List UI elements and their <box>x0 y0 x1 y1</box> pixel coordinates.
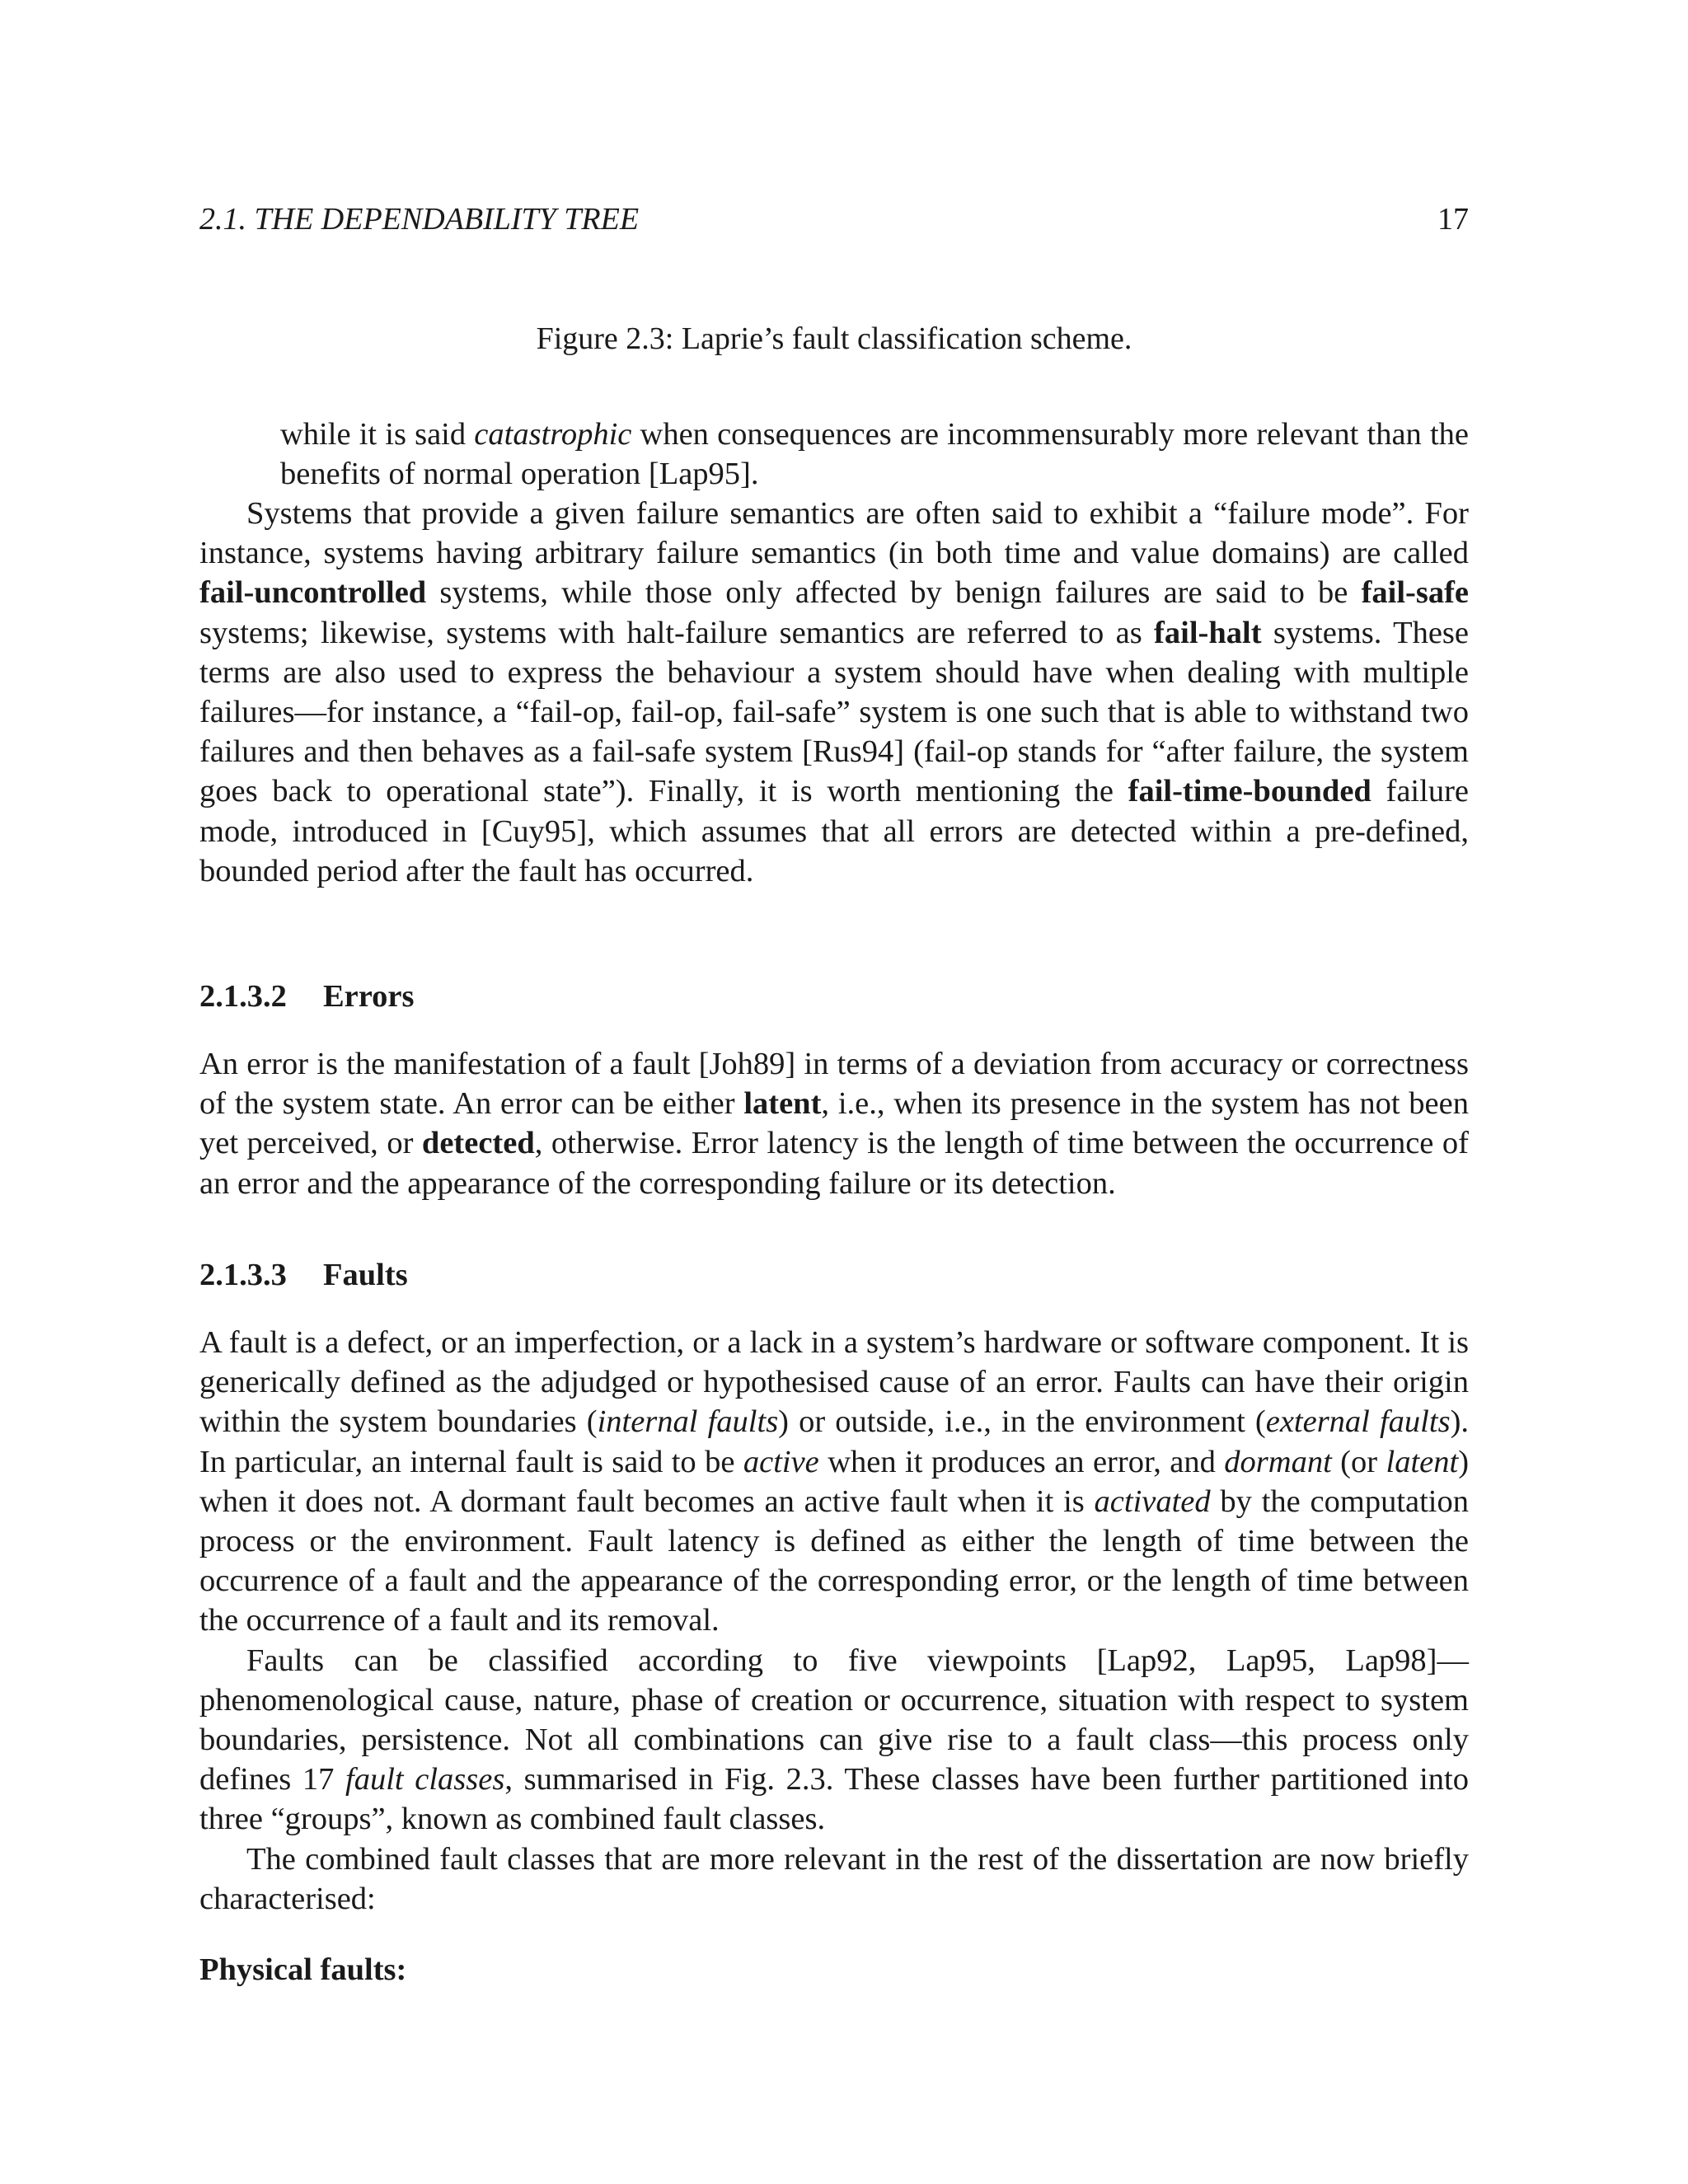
term-catastrophic: catastrophic <box>474 417 632 452</box>
section-number: 2.1.3.3 <box>199 1258 287 1292</box>
term-fail-time-bounded: fail-time-bounded <box>1128 774 1372 809</box>
section-number: 2.1.3.2 <box>199 979 287 1014</box>
continued-paragraph: while it is said catastrophic when consequences are incommensurably more relevant than the benefits of normal operation [Lap95]. <box>280 417 1469 492</box>
section-title: Errors <box>323 979 415 1014</box>
term-fail-safe: fail-safe <box>1361 575 1469 611</box>
running-header <box>199 201 1469 242</box>
errors-paragraph: An error is the manifestation of a fault [Joh89] in terms of a deviation from accuracy or correctness of the system state. An error can be either latent, i.e., when its presence in the system has not been yet perceived, or detected, otherwise. Error latency is the length of time between the occurrence of an error and the appearance of the corresponding failure or its detection. <box>199 1047 1469 1201</box>
term-detected: detected <box>421 1126 535 1161</box>
figure-caption: Figure 2.3: Laprie’s fault classification scheme. <box>536 321 1132 356</box>
section-title: Faults <box>323 1258 408 1292</box>
faults-paragraph-3: The combined fault classes that are more relevant in the rest of the dissertation are now briefly characterised: <box>199 1841 1469 1916</box>
faults-paragraph-1: A fault is a defect, or an imperfection, or a lack in a system’s hardware or software component. It is generically defined as the adjudged or hypothesised cause of an error. Faults can have their origin within the system boundaries (internal faults) or outside, i.e., in the environment (external faults). In particular, an internal fault is said to be active when it produces an error, and dormant (or latent) when it does not. A dormant fault becomes an active fault when it is activated by the computation process or the environment. Fault latency is defined as either the length of time between the occurrence of a fault and the appearance of the corresponding error, or the length of time between the occurrence of a fault and its removal. <box>199 1325 1470 1638</box>
section-heading-faults <box>199 1257 408 1293</box>
section-heading-errors <box>199 978 414 1015</box>
faults-body <box>199 1323 1469 1919</box>
term-fail-uncontrolled: fail-uncontrolled <box>199 575 427 611</box>
page-number: 17 <box>1437 202 1469 237</box>
faults-paragraph-2: Faults can be classified according to five viewpoints [Lap92, Lap95, Lap98]—phenomenological cause, nature, phase of creation or occurrence, situation with respect to system boundaries, persistence. Not all combinations can give rise to a fault class—this process only defines 17 fault classes, summarised in Fig. 2.3. These classes have been further partitioned into three “groups”, known as combined fault classes. <box>199 1643 1469 1837</box>
running-title: 2.1. THE DEPENDABILITY TREE <box>199 202 640 237</box>
term-fail-halt: fail-halt <box>1154 615 1262 650</box>
physical-faults-heading: Physical faults: <box>199 1952 407 1987</box>
failure-mode-paragraph: Systems that provide a given failure semantics are often said to exhibit a “failure mode”. For instance, systems having arbitrary failure semantics (in both time and value domains) are called fail-uncontrolled systems, while those only affected by benign failures are said to be fail-safe systems; likewise, systems with halt-failure semantics are referred to as fail-halt systems. These terms are also used to express the behaviour a system should have when dealing with multiple failures—for instance, a “fail-op, fail-op, fail-safe” system is one such that is able to withstand two failures and then behaves as a fail-safe system [Rus94] (fail-op stands for “after failure, the system goes back to operational state”). Finally, it is worth mentioning the fail-time-bounded failure mode, introduced in [Cuy95], which assumes that all errors are detected within a pre-defined, bounded period after the fault has occurred. <box>199 496 1469 888</box>
term-latent: latent <box>743 1086 822 1122</box>
